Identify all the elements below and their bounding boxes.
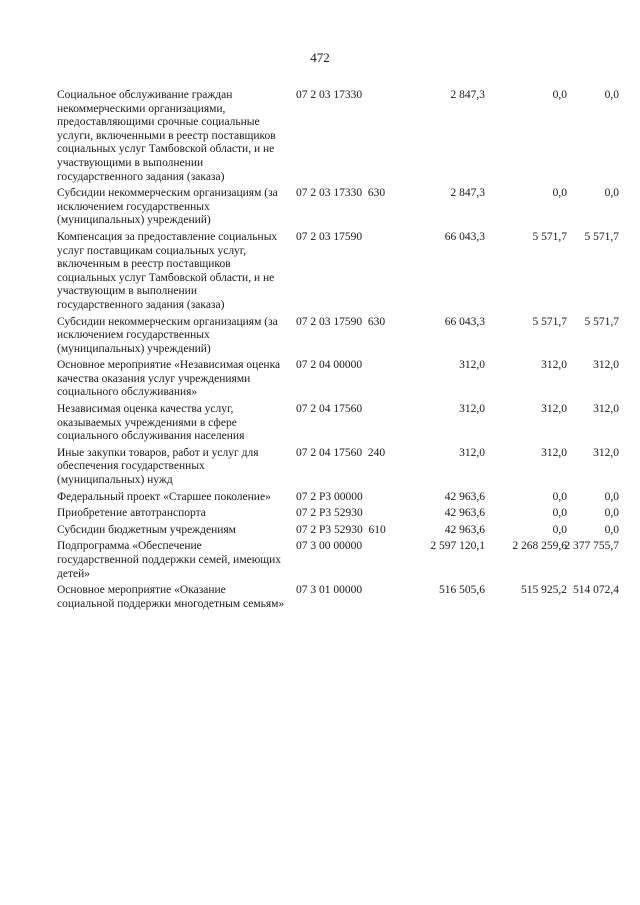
table-row xyxy=(57,491,620,505)
row-value-1: 42 963,6 xyxy=(444,507,485,520)
table-row xyxy=(57,403,620,444)
row-code: 07 2 03 17590 630 xyxy=(296,315,386,328)
row-value-1: 66 043,3 xyxy=(444,230,485,243)
row-value-2: 312,0 xyxy=(541,446,567,459)
row-name: Подпрограмма «Обеспечение государственной поддержки семей, имеющих детей» xyxy=(57,540,282,580)
row-value-2: 0,0 xyxy=(552,490,567,503)
row-value-1: 42 963,6 xyxy=(444,490,485,503)
row-name: Основное мероприятие «Независимая оценка качества оказания услуг учреждениями социального обслуживания» xyxy=(57,359,281,399)
row-code: 07 3 00 00000 xyxy=(296,540,363,553)
row-value-1: 2 847,3 xyxy=(450,89,485,101)
table-row xyxy=(57,187,620,228)
table-row xyxy=(57,89,620,184)
row-code: 07 2 P3 00000 xyxy=(296,490,363,503)
row-value-1: 312,0 xyxy=(459,446,485,459)
row-value-2: 0,0 xyxy=(552,523,567,536)
row-value-3: 312,0 xyxy=(593,446,619,459)
row-value-3: 5 571,7 xyxy=(584,230,619,243)
row-value-3: 0,0 xyxy=(604,187,619,200)
row-code: 07 2 04 17560 xyxy=(296,403,363,416)
table-row xyxy=(57,231,620,313)
row-name: Независимая оценка качества услуг, оказываемых учреждениями в сфере социального обслуживания населения xyxy=(57,403,245,443)
row-value-3: 514 072,4 xyxy=(573,584,619,597)
row-value-3: 2 377 755,7 xyxy=(564,540,619,553)
row-name: Субсидии бюджетным учреждениям xyxy=(57,523,236,536)
row-code: 07 2 P3 52930 610 xyxy=(296,523,386,536)
row-value-3: 312,0 xyxy=(593,403,619,416)
row-name: Основное мероприятие «Оказание социальной поддержки многодетным семьям» xyxy=(57,584,285,610)
table-row xyxy=(57,540,620,581)
row-value-2: 5 571,7 xyxy=(532,315,567,328)
row-value-3: 0,0 xyxy=(604,507,619,520)
row-value-2: 0,0 xyxy=(552,89,567,101)
row-code: 07 2 03 17330 630 xyxy=(296,187,386,200)
row-value-1: 2 847,3 xyxy=(450,187,485,200)
row-name: Социальное обслуживание граждан некоммерческими организациями, предоставляющими срочные социальные услуги, включенными в реестр поставщиков социальных услуг Тамбовской области, и не участвующими в выполнении государственного задания (заказа) xyxy=(57,89,276,183)
row-code: 07 2 P3 52930 xyxy=(296,507,363,520)
row-code: 07 2 03 17590 xyxy=(296,230,363,243)
row-value-3: 0,0 xyxy=(604,490,619,503)
row-code: 07 3 01 00000 xyxy=(296,584,363,597)
row-code: 07 2 03 17330 xyxy=(296,89,363,101)
row-value-1: 312,0 xyxy=(459,403,485,416)
row-value-2: 2 268 259,6 xyxy=(512,540,567,553)
row-name: Компенсация за предоставление социальных услуг поставщикам социальных услуг, включенным в реестр поставщиков социальных услуг Тамбовской области, и не участвующим в выполнении государственного задания (заказа) xyxy=(57,230,278,311)
row-name: Приобретение автотранспорта xyxy=(57,507,206,520)
table-row xyxy=(57,447,620,488)
row-value-2: 312,0 xyxy=(541,359,567,372)
row-value-3: 5 571,7 xyxy=(584,315,619,328)
row-name: Иные закупки товаров, работ и услуг для обеспечения государственных (муниципальных) нужд xyxy=(57,446,259,487)
row-value-1: 2 597 120,1 xyxy=(430,540,485,553)
row-value-2: 5 571,7 xyxy=(532,230,567,243)
row-value-2: 0,0 xyxy=(552,507,567,520)
row-value-3: 0,0 xyxy=(604,89,619,101)
table-row xyxy=(57,507,620,521)
row-value-3: 312,0 xyxy=(593,359,619,372)
row-value-2: 515 925,2 xyxy=(521,584,567,597)
page-number: 472 xyxy=(310,50,330,65)
row-value-2: 312,0 xyxy=(541,403,567,416)
row-value-1: 516 505,6 xyxy=(439,584,485,597)
row-code: 07 2 04 17560 240 xyxy=(296,446,386,459)
row-code: 07 2 04 00000 xyxy=(296,359,363,372)
row-value-2: 0,0 xyxy=(552,187,567,200)
budget-table xyxy=(57,89,620,614)
table-row xyxy=(57,524,620,538)
table-row xyxy=(57,359,620,400)
row-value-1: 312,0 xyxy=(459,359,485,372)
row-value-3: 0,0 xyxy=(604,523,619,536)
row-value-1: 42 963,6 xyxy=(444,523,485,536)
row-name: Федеральный проект «Старшее поколение» xyxy=(57,490,271,503)
row-name: Субсидии некоммерческим организациям (за исключением государственных (муниципальных) учреждений) xyxy=(57,315,278,355)
table-row xyxy=(57,316,620,357)
row-name: Субсидии некоммерческим организациям (за исключением государственных (муниципальных) учреждений) xyxy=(57,187,278,227)
row-value-1: 66 043,3 xyxy=(444,315,485,328)
table-row xyxy=(57,584,620,611)
